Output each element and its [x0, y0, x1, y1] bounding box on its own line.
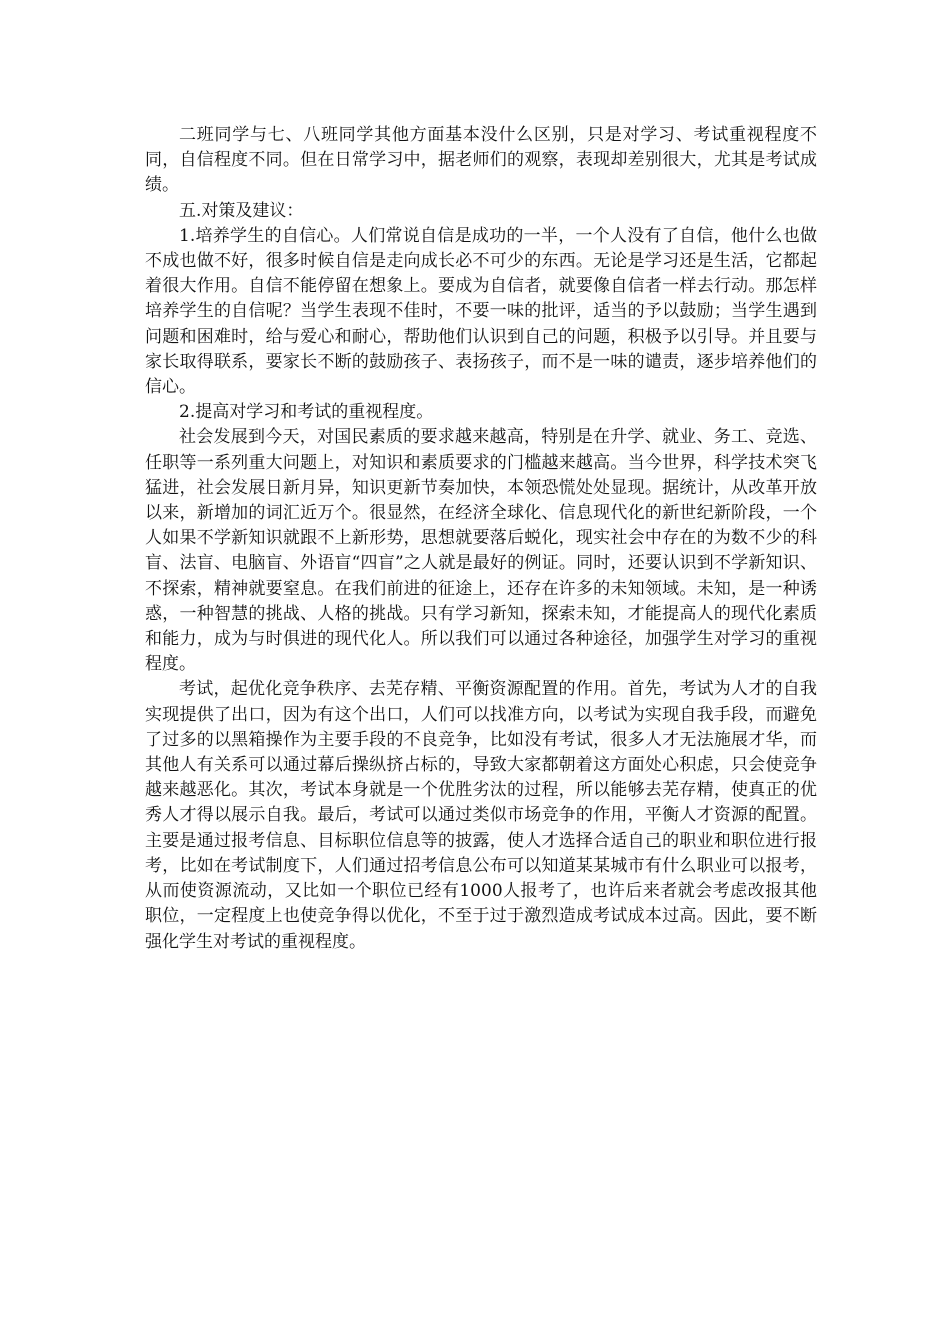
- paragraph-confidence: 1.培养学生的自信心。人们常说自信是成功的一半，一个人没有了自信，他什么也做不成也做不好，很多时候自信是走向成长必不可少的东西。无论是学习还是生活，它都起着很大作用。自信不能停留在想象上。要成为自信者，就要像自信者一样去行动。那怎样培养学生的自信呢？当学生表现不佳时，不要一味的批评，适当的予以鼓励；当学生遇到问题和困难时，给与爱心和耐心，帮助他们认识到自己的问题，积极予以引导。并且要与家长取得联系，要家长不断的鼓励孩子、表扬孩子，而不是一味的谴责，逐步培养他们的信心。: [145, 225, 817, 398]
- paragraph-exams: 考试，起优化竞争秩序、去芜存精、平衡资源配置的作用。首先，考试为人才的自我实现提供了出口，因为有这个出口，人们可以找准方向，以考试为实现自我手段，而避免了过多的以黑箱操作为主要手段的不良竞争，比如没有考试，很多人才无法施展才华，而其他人有关系可以通过幕后操纵挤占标的，导致大家都朝着这方面处心积虑，只会使竞争越来越恶化。其次，考试本身就是一个优胜劣汰的过程，所以能够去芜存精，使真正的优秀人才得以展示自我。最后，考试可以通过类似市场竞争的作用，平衡人才资源的配置。主要是通过报考信息、目标职位信息等的披露，使人才选择合适自己的职业和职位进行报考，比如在考试制度下，人们通过招考信息公布可以知道某某城市有什么职业可以报考，从而使资源流动，又比如一个职位已经有1000人报考了，也许后来者就会考虑改报其他职位，一定程度上也使竞争得以优化，不至于过于激烈造成考试成本过高。因此，要不断强化学生对考试的重视程度。: [145, 679, 817, 952]
- paragraph-social-development: 社会发展到今天，对国民素质的要求越来越高，特别是在升学、就业、务工、竞选、任职等一系列重大问题上，对知识和素质要求的门槛越来越高。当今世界，科学技术突飞猛进，社会发展日新月异，知识更新节奏加快，本领恐慌处处显现。据统计，从改革开放以来，新增加的词汇近万个。很显然，在经济全球化、信息现代化的新世纪新阶段，一个人如果不学新知识就跟不上新形势，思想就要落后蜕化，现实社会中存在的为数不少的科盲、法盲、电脑盲、外语盲“四盲”之人就是最好的例证。同时，还要认识到不学新知识、不探索，精神就要窒息。在我们前进的征途上，还存在许多的未知领域。未知，是一种诱惑，一种智慧的挑战、人格的挑战。只有学习新知，探索未知，才能提高人的现代化素质和能力，成为与时俱进的现代化人。所以我们可以通过各种途径，加强学生对学习的重视程度。: [145, 427, 817, 675]
- subheading-importance: 2.提高对学习和考试的重视程度。: [179, 402, 434, 423]
- document-page: [145, 123, 817, 955]
- section-heading-strategies: 五.对策及建议：: [179, 200, 304, 221]
- paragraph-class-comparison: 二班同学与七、八班同学其他方面基本没什么区别，只是对学习、考试重视程度不同，自信程度不同。但在日常学习中，据老师们的观察，表现却差别很大，尤其是考试成绩。: [145, 125, 817, 196]
